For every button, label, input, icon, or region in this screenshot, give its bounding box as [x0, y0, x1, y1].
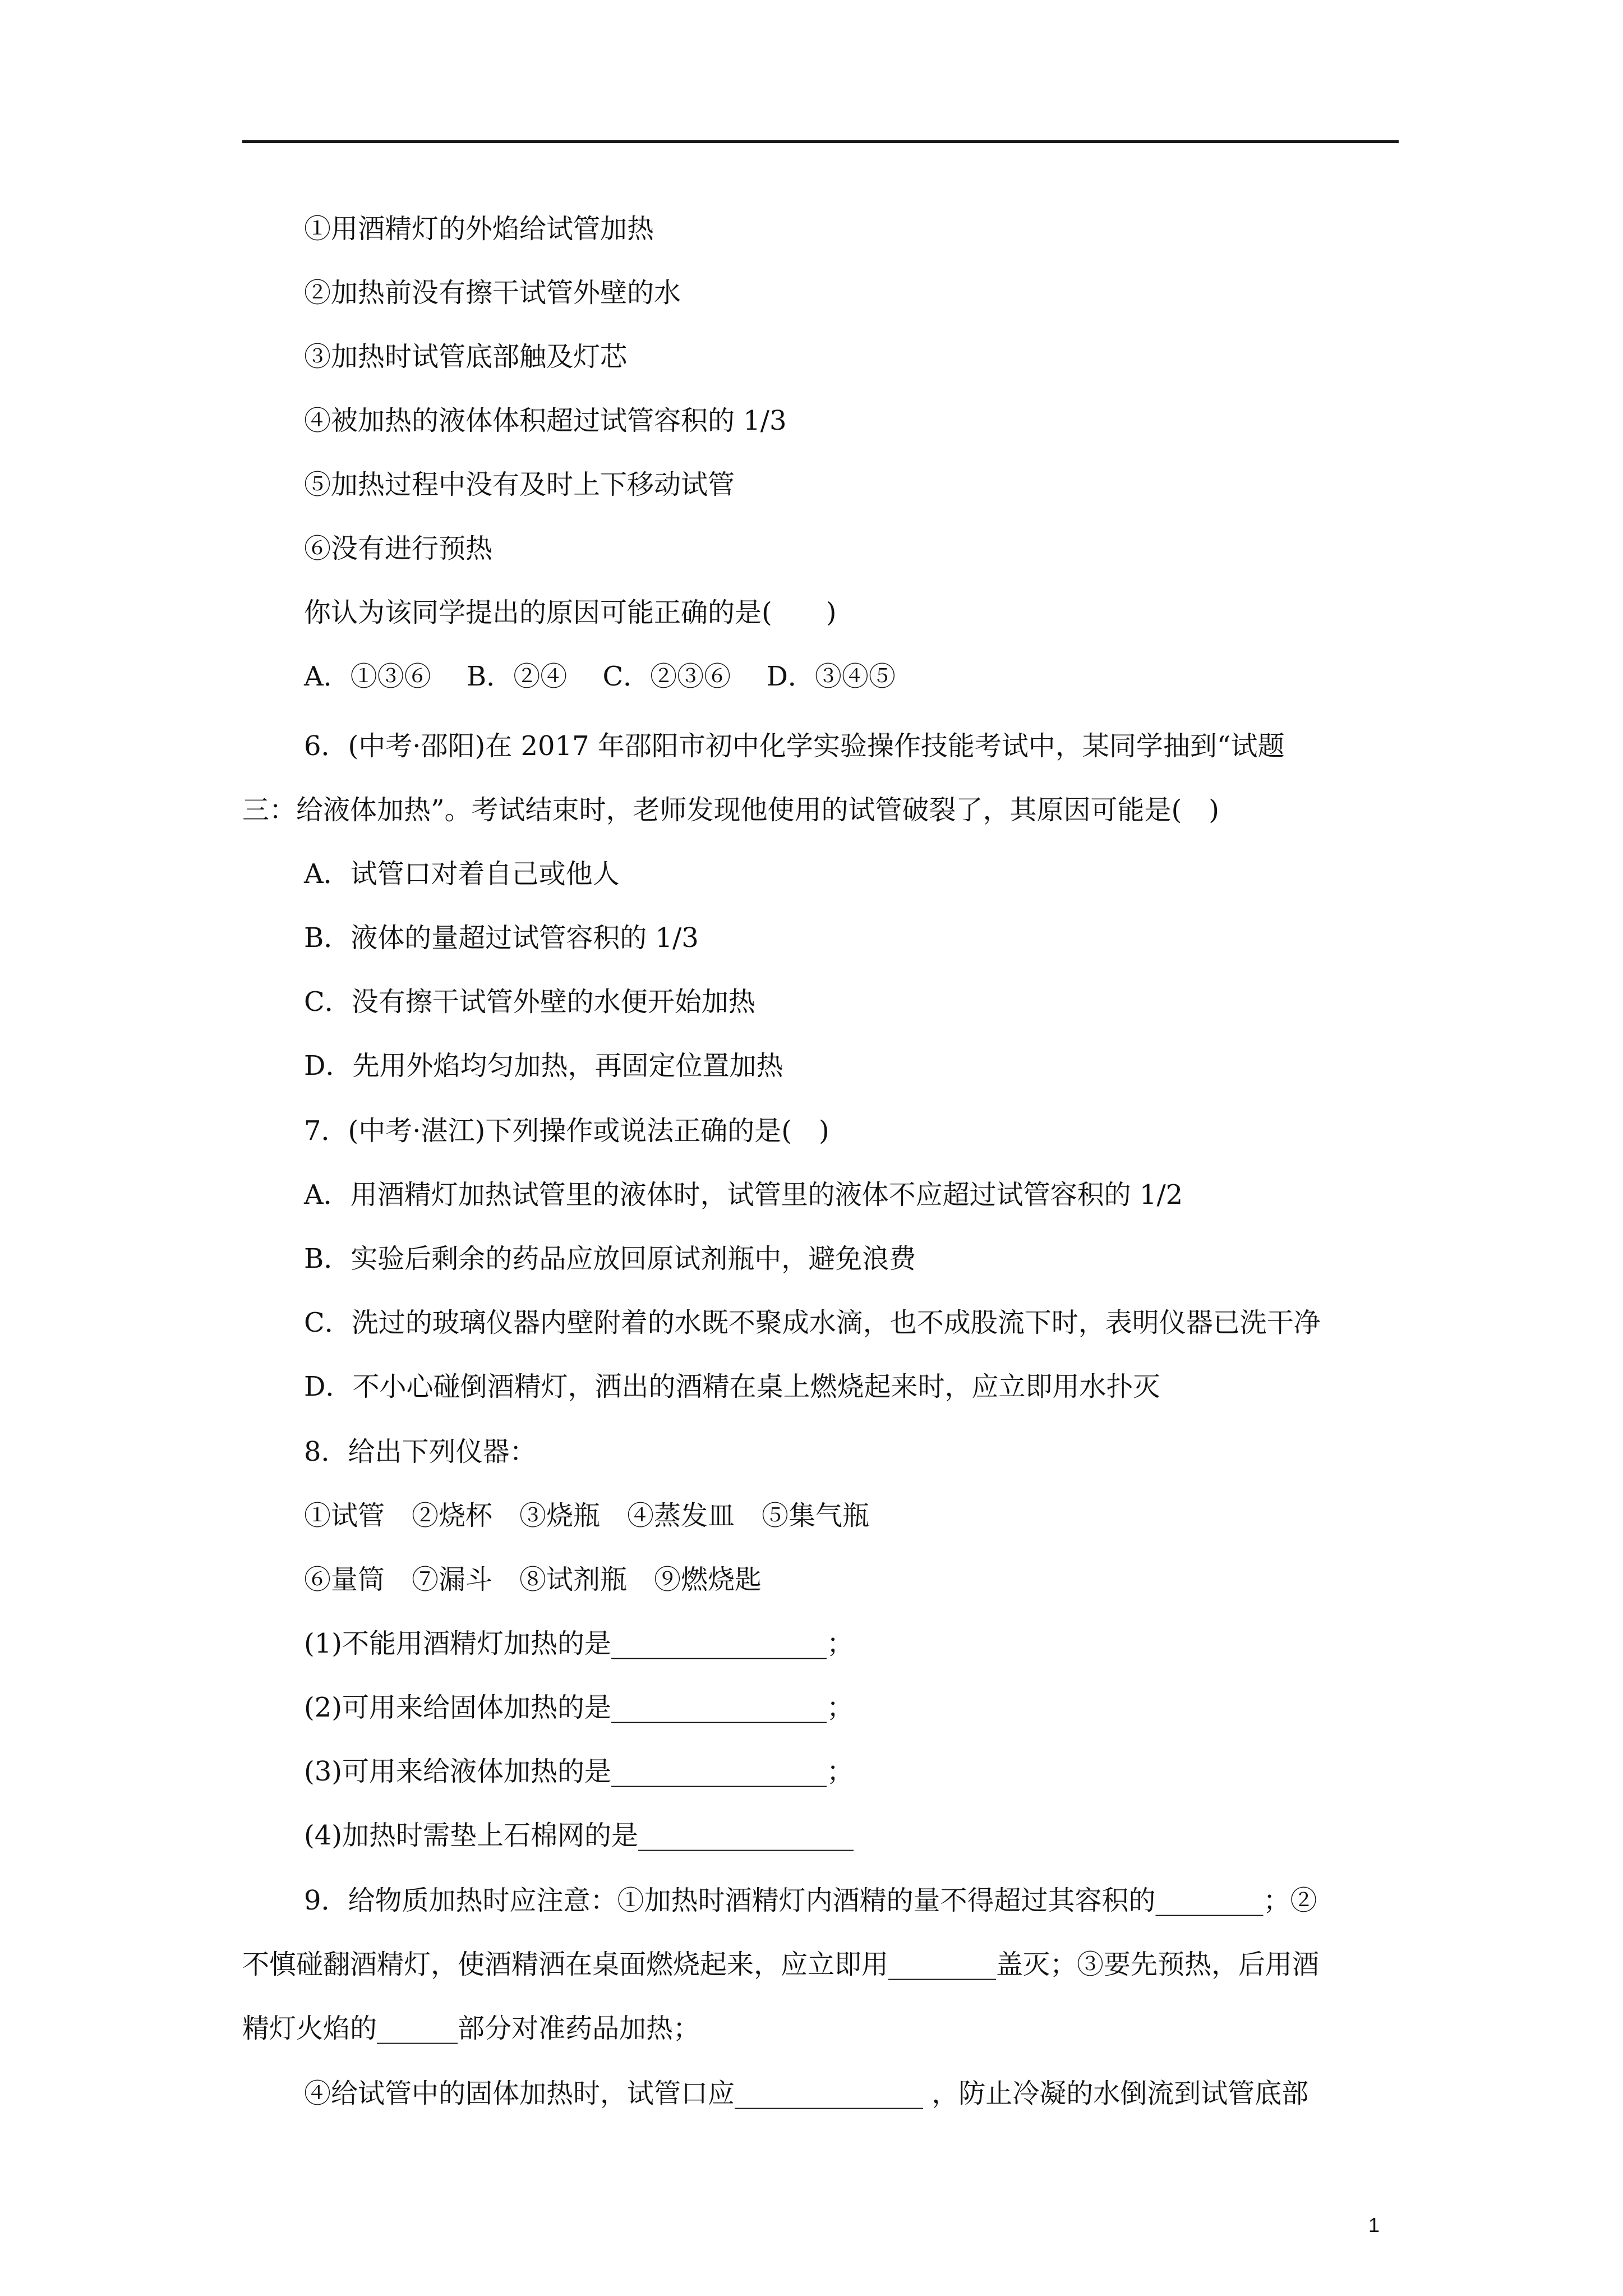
- option-c: C．没有擦干试管外壁的水便开始加热: [304, 986, 755, 1018]
- text-line: ⑥没有进行预热: [304, 533, 493, 564]
- page-number: 1: [1368, 2214, 1380, 2237]
- option-b: B．实验后剩余的药品应放回原试剂瓶中，避免浪费: [304, 1243, 916, 1274]
- fill-in-item: (4)加热时需垫上石棉网的是________________: [304, 1820, 854, 1851]
- option-d: D．先用外焰均匀加热，再固定位置加热: [304, 1050, 783, 1082]
- question-6-continuation: 三：给液体加热”。考试结束时，老师发现他使用的试管破裂了，其原因可能是( ): [242, 794, 1219, 826]
- question-7-heading: 7．(中考·湛江)下列操作或说法正确的是( ): [304, 1115, 829, 1147]
- option-b: B．液体的量超过试管容积的 1/3: [304, 922, 699, 954]
- question-9-item: ④给试管中的固体加热时，试管口应______________ ，防止冷凝的水倒流到试管底部: [304, 2078, 1309, 2109]
- question-9-continuation: 不慎碰翻酒精灯，使酒精洒在桌面燃烧起来，应立即用________盖灭；③要先预热，后用酒: [242, 1949, 1320, 1980]
- fill-in-item: (3)可用来给液体加热的是________________；: [304, 1756, 854, 1787]
- question-6-heading: 6．(中考·邵阳)在 2017 年邵阳市初中化学实验操作技能考试中，某同学抽到“试题: [304, 730, 1285, 762]
- instrument-list: ⑥量筒 ⑦漏斗 ⑧试剂瓶 ⑨燃烧匙: [304, 1564, 762, 1595]
- answer-options: A．①③⑥ B．②④ C．②③⑥ D．③④⑤: [304, 661, 896, 692]
- text-line: ②加热前没有擦干试管外壁的水: [304, 277, 681, 309]
- text-line: ⑤加热过程中没有及时上下移动试管: [304, 469, 735, 500]
- question-9-continuation: 精灯火焰的______部分对准药品加热；: [242, 2013, 700, 2044]
- text-line: ③加热时试管底部触及灯芯: [304, 341, 628, 372]
- instrument-list: ①试管 ②烧杯 ③烧瓶 ④蒸发皿 ⑤集气瓶: [304, 1500, 870, 1531]
- option-a: A．试管口对着自己或他人: [304, 858, 620, 890]
- question-9-heading: 9．给物质加热时应注意：①加热时酒精灯内酒精的量不得超过其容积的________；②: [304, 1885, 1317, 1916]
- option-a: A．用酒精灯加热试管里的液体时，试管里的液体不应超过试管容积的 1/2: [304, 1179, 1183, 1211]
- text-line: ④被加热的液体体积超过试管容积的 1/3: [304, 405, 787, 436]
- option-d: D．不小心碰倒酒精灯，洒出的酒精在桌上燃烧起来时，应立即用水扑灭: [304, 1371, 1160, 1402]
- option-c: C．洗过的玻璃仪器内壁附着的水既不聚成水滴，也不成股流下时，表明仪器已洗干净: [304, 1307, 1321, 1338]
- fill-in-item: (2)可用来给固体加热的是________________；: [304, 1692, 854, 1723]
- question-stem: 你认为该同学提出的原因可能正确的是( ): [304, 597, 837, 628]
- header-rule: [242, 140, 1399, 143]
- fill-in-item: (1)不能用酒精灯加热的是________________；: [304, 1628, 854, 1659]
- question-8-heading: 8．给出下列仪器：: [304, 1436, 537, 1467]
- text-line: ①用酒精灯的外焰给试管加热: [304, 213, 654, 245]
